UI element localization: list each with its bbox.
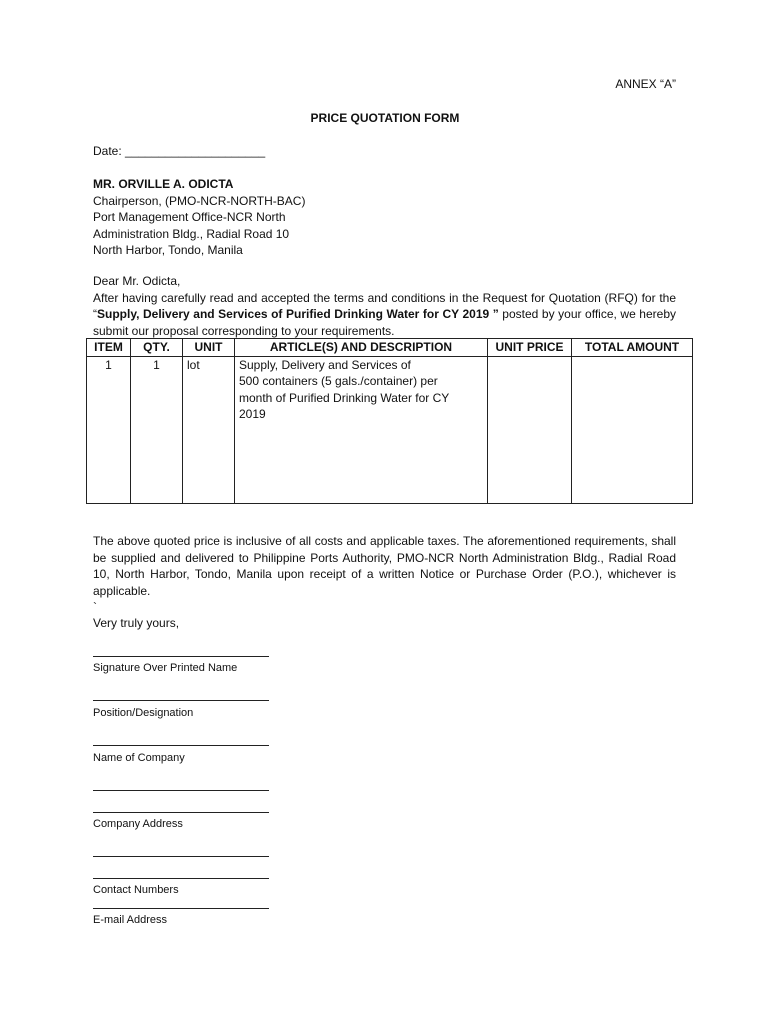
header-qty: QTY. [131, 339, 183, 357]
table-row [87, 356, 693, 503]
signature-line[interactable] [93, 656, 269, 657]
header-description: ARTICLE(S) AND DESCRIPTION [235, 339, 488, 357]
addressee-line-2: Port Management Office-NCR North [93, 210, 286, 224]
company-address-line-2[interactable] [93, 812, 269, 813]
email-line[interactable] [93, 908, 269, 909]
addressee-block [93, 176, 305, 259]
intro-text-bold: Supply, Delivery and Services of Purified Drinking Water for CY 2019 ” [97, 307, 499, 321]
date-line: Date: _____________________ [93, 144, 266, 158]
company-name-line[interactable] [93, 745, 269, 746]
intro-text-pre: After having carefully read and accepted the terms and conditions in the Request for Quotation (RFQ) for the “ [93, 290, 676, 321]
letter-body [93, 273, 676, 339]
quotation-table [86, 338, 693, 504]
cell-qty: 1 [131, 356, 183, 503]
cell-unit: lot [183, 356, 235, 503]
cell-total-amount[interactable] [572, 356, 693, 503]
description-line: month of Purified Drinking Water for CY [239, 390, 450, 405]
contact-line-2[interactable] [93, 878, 269, 879]
stray-mark: ` [93, 600, 97, 614]
description-line: Supply, Delivery and Services of [239, 357, 411, 372]
header-unit-price: UNIT PRICE [488, 339, 572, 357]
header-total-amount: TOTAL AMOUNT [572, 339, 693, 357]
cell-unit-price[interactable] [488, 356, 572, 503]
header-unit: UNIT [183, 339, 235, 357]
contact-line-1[interactable] [93, 856, 269, 857]
closing-paragraph: The above quoted price is inclusive of all costs and applicable taxes. The aforementioned requirements, shall be supplied and delivered to Philippine Ports Authority, PMO-NCR North Administration Bldg., Radial Road 10, North Harbor, Tondo, Manila upon receipt of a written Notice or Purchase Order (P.O.), whichever is applicable. [93, 534, 676, 598]
addressee-line-3: Administration Bldg., Radial Road 10 [93, 226, 290, 241]
header-item: ITEM [87, 339, 131, 357]
annex-label: ANNEX “A” [615, 77, 676, 91]
intro-text-post: posted by your office, we hereby submit our proposal corresponding to your requirements. [93, 307, 676, 338]
description-line: 2019 [239, 407, 266, 421]
email-label: E-mail Address [93, 914, 167, 926]
intro-paragraph [93, 290, 676, 340]
company-name-label: Name of Company [93, 752, 185, 764]
form-title: PRICE QUOTATION FORM [310, 111, 460, 125]
contact-numbers-label: Contact Numbers [93, 884, 179, 896]
signature-label: Signature Over Printed Name [93, 662, 238, 674]
table-header-row [87, 339, 693, 357]
company-address-line-1[interactable] [93, 790, 269, 791]
company-address-label: Company Address [93, 818, 183, 830]
salutation: Dear Mr. Odicta, [93, 274, 181, 288]
position-line[interactable] [93, 700, 269, 701]
cell-description [235, 356, 488, 503]
cell-item: 1 [87, 356, 131, 503]
position-label: Position/Designation [93, 707, 194, 719]
addressee-line-4: North Harbor, Tondo, Manila [93, 243, 243, 257]
addressee-name: MR. ORVILLE A. ODICTA [93, 177, 234, 191]
addressee-line-1: Chairperson, (PMO-NCR-NORTH-BAC) [93, 193, 306, 208]
closing-regards: Very truly yours, [93, 616, 180, 630]
description-line: 500 containers (5 gals./container) per [239, 374, 438, 388]
